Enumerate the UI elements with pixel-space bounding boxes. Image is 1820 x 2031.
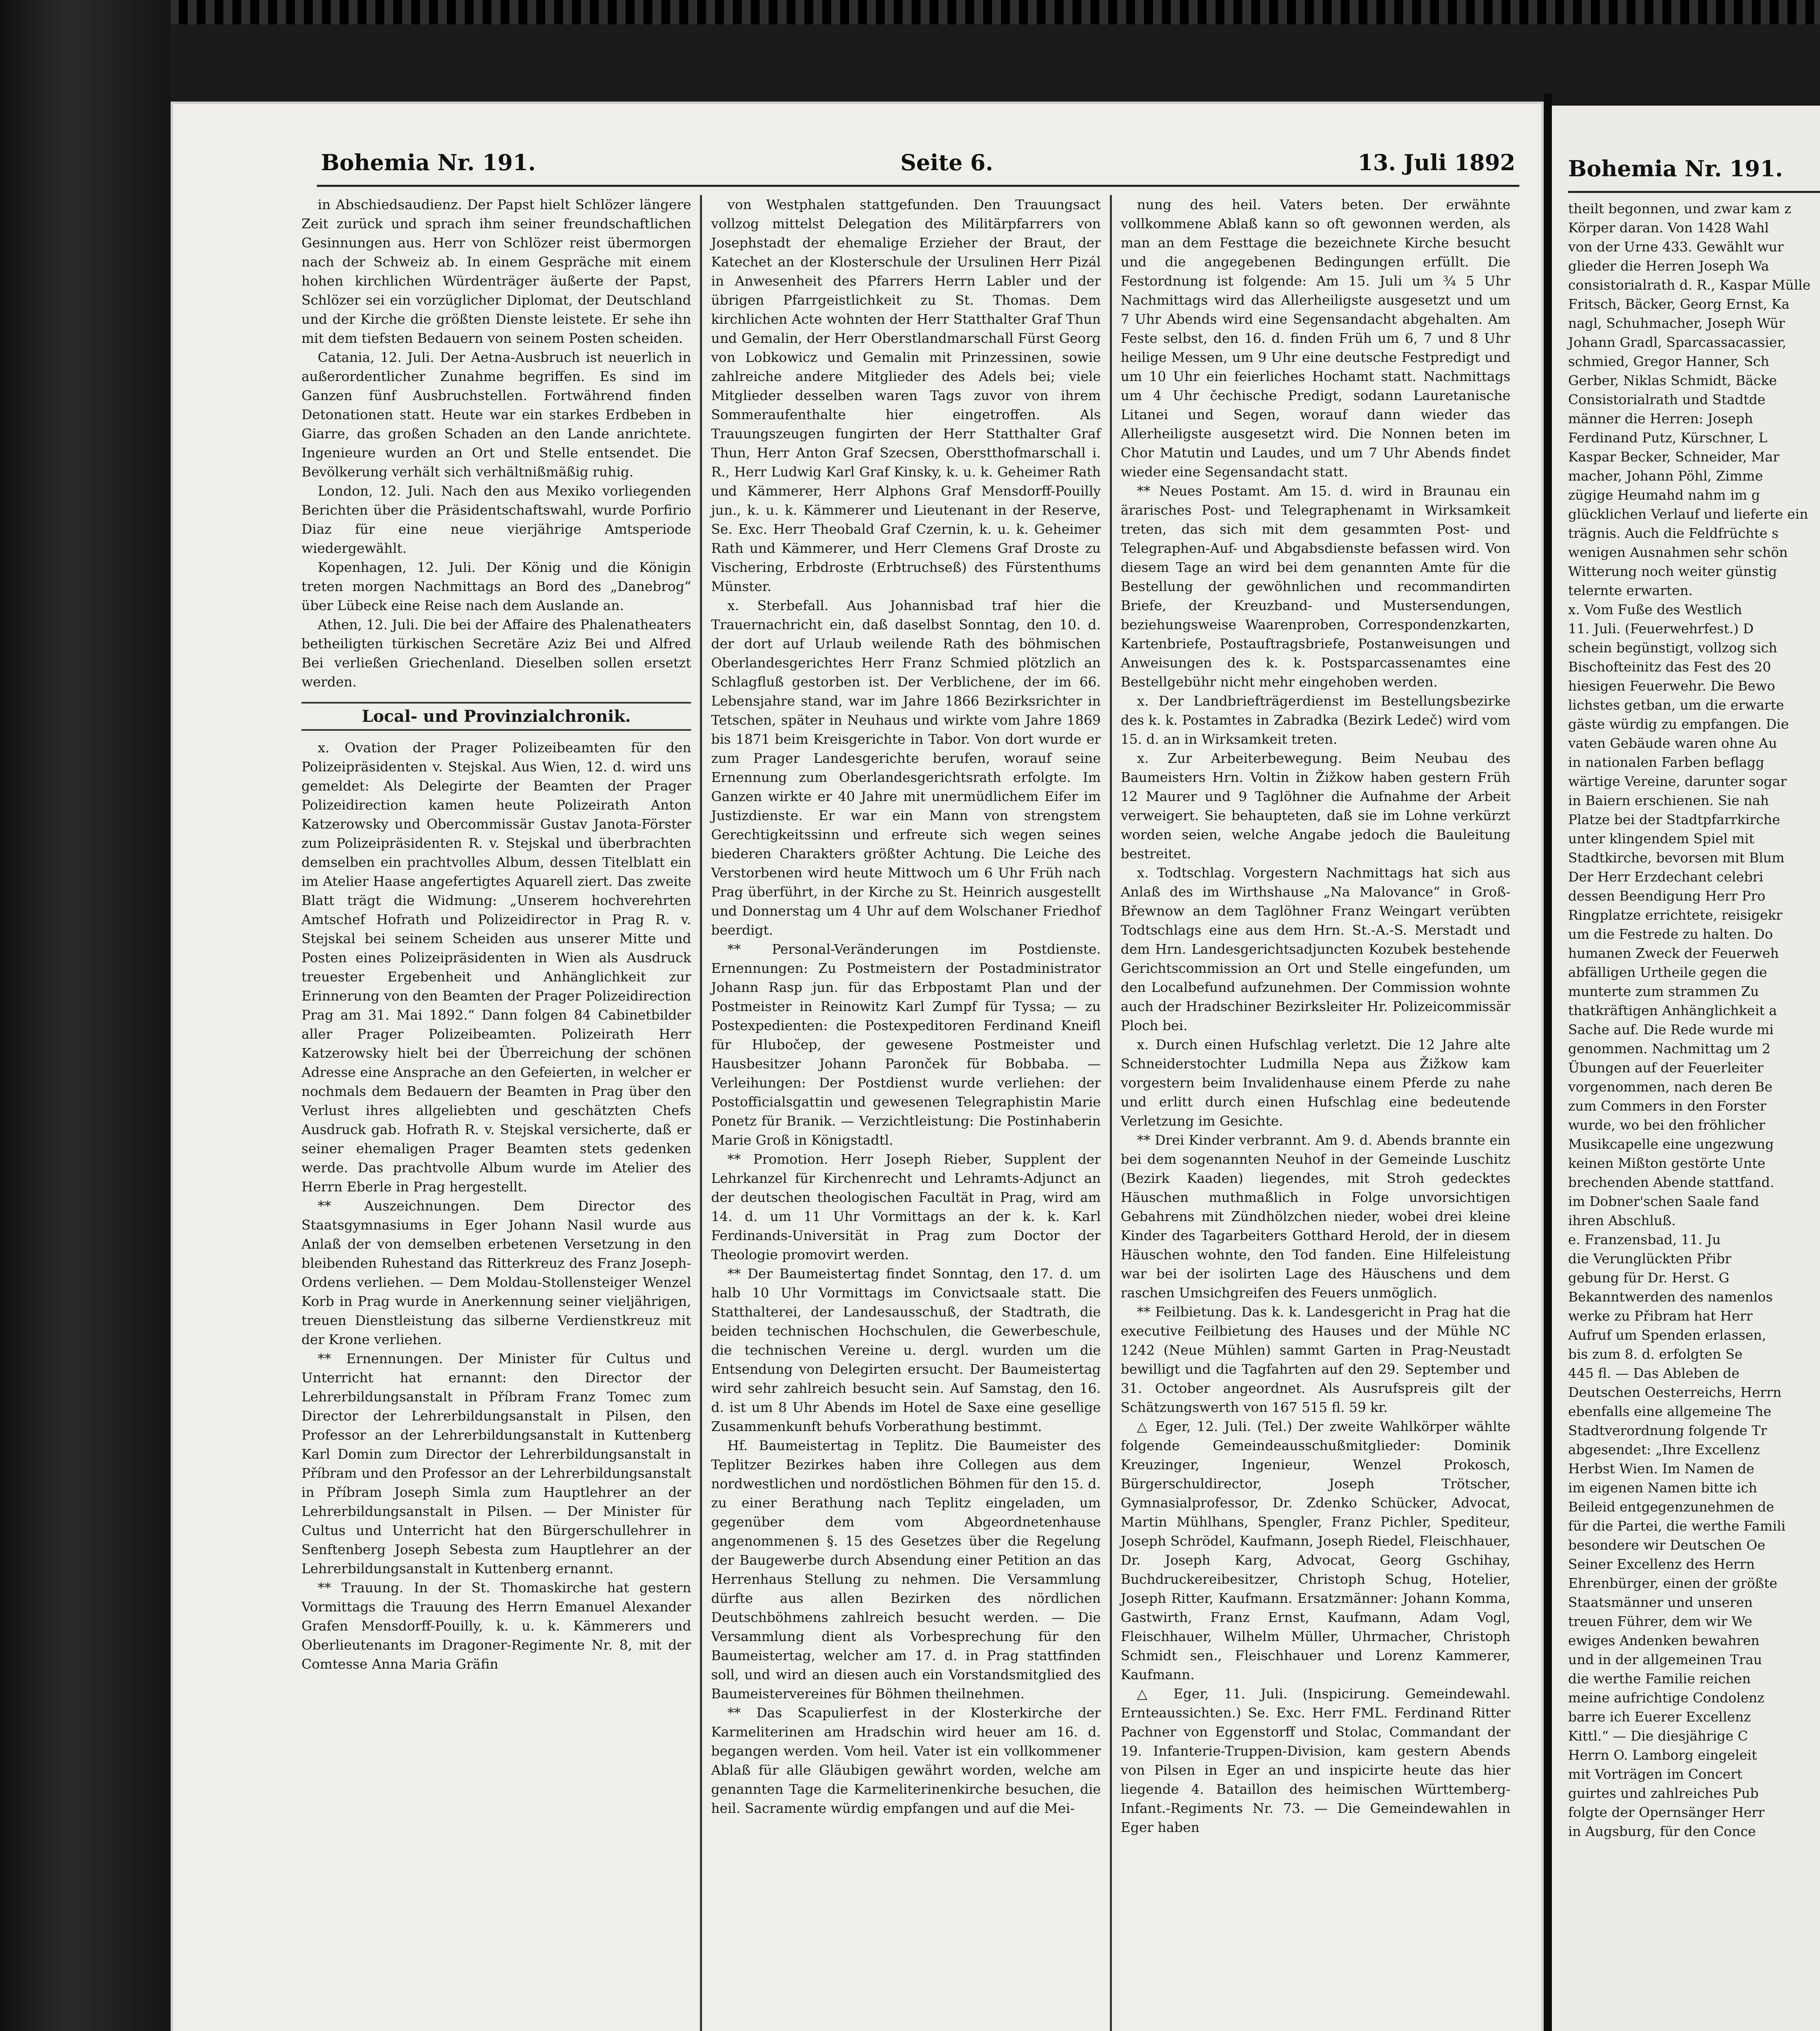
next-page-line: besondere wir Deutschen Oe [1568, 1537, 1766, 1553]
next-page-line: in nationalen Farben beflagg [1568, 754, 1764, 770]
article-paragraph: Athen, 12. Juli. Die bei der Affaire des Phalenatheaters betheiligten türkischen Secretäre Aziz Bei und Alfred Bei verließen Griechenland. Dieselben sollen ersetzt werden. [301, 617, 691, 690]
article-paragraph: ** Drei Kinder verbrannt. Am 9. d. Abends brannte ein bei dem sogenannten Neuhof in der Gemeinde Luschitz (Bezirk Kaaden) liegendes, mit Stroh gedecktes Häuschen muthmaßlich in Folge unvorsichtigen Gebahrens mit Zündhölzchen nieder, wobei drei kleine Kinder des Tagarbeiters Gotthard Herold, der in diesem Häuschen wohnte, den Tod fanden. Eine Hilfeleistung war bei der isolirten Lage des Häuschens und dem raschen Umsichgreifen des Feuers unmöglich. [1120, 1132, 1510, 1301]
next-page-line: im eigenen Namen bitte ich [1568, 1480, 1757, 1496]
next-page-line: unter klingendem Spiel mit [1568, 831, 1755, 847]
next-page-line: schmied, Gregor Hanner, Sch [1568, 353, 1770, 369]
next-page-line: keinen Mißton gestörte Unte [1568, 1155, 1766, 1171]
next-page-line: humanen Zweck der Feuerweh [1568, 945, 1779, 961]
article-paragraph: △ Eger, 11. Juli. (Inspicirung. Gemeindewahl. Ernteaussichten.) Se. Exc. Herr FML. Ferdinand Ritter Pachner von Eggenstorff und Stolac, Commandant der 19. Infanterie-Truppen-Division, kam gestern Abends von Pilsen in Eger an und inspicirte heute das hier liegende 4. Bataillon des heimischen Württemberg-Infant.-Regiments Nr. 73. — Die Gemeindewahlen in Eger haben [1120, 1686, 1510, 1835]
next-page-line: männer die Herren: Joseph [1568, 411, 1753, 427]
next-page-line: zügige Heumahd nahm im g [1568, 487, 1760, 503]
running-head [317, 140, 1519, 187]
next-page-line: glieder die Herren Joseph Wa [1568, 258, 1769, 274]
next-page-line: wurde, wo bei den fröhlicher [1568, 1117, 1765, 1133]
next-page-line: Herrn O. Lamborg eingeleit [1568, 1747, 1757, 1763]
article-paragraph: x. Todtschlag. Vorgestern Nachmittags hat sich aus Anlaß des im Wirthshause „Na Malovance“ in Groß-Břewnow an dem Taglöhner Franz Weingart verübten Todtschlags eine aus dem Hrn. St.-A.-S. Merstadt und dem Hrn. Landesgerichtsadjuncten Kozubek bestehende Gerichtscommission an Ort und Stelle eingefunden, um den Localbefund aufzunehmen. Der Commission wohnte auch der Hradschiner Bezirksleiter Hr. Polizeicommissär Ploch bei. [1120, 865, 1510, 1033]
next-page-line: 11. Juli. (Feuerwehrfest.) D [1568, 621, 1754, 637]
next-page-fragment [1552, 106, 1820, 2031]
next-page-line: Ferdinand Putz, Kürschner, L [1568, 430, 1768, 446]
next-page-line: für die Partei, die werthe Famili [1568, 1518, 1785, 1534]
next-page-line: vorgenommen, nach deren Be [1568, 1079, 1773, 1095]
next-page-line: Sache auf. Die Rede wurde mi [1568, 1022, 1774, 1037]
next-page-line: Deutschen Oesterreichs, Herrn [1568, 1384, 1782, 1400]
next-page-line: vaten Gebäude waren ohne Au [1568, 735, 1777, 751]
next-page-line: und in der allgemeinen Trau [1568, 1652, 1762, 1667]
next-page-line: zum Commers in den Forster [1568, 1098, 1766, 1114]
article-paragraph: Catania, 12. Juli. Der Aetna-Ausbruch ist neuerlich in außerordentlicher Zunahme begriffen. Es sind im Ganzen fünf Ausbruchstellen. Fortwährend finden Detonationen statt. Heute war ein starkes Erdbeben in Giarre, das großen Schaden an den Lande anrichtete. Ingenieure wurden an Ort und Stelle entsendet. Die Bevölkerung verhält sich verhältnißmäßig ruhig. [301, 349, 691, 480]
next-page-line: 445 fl. — Das Ableben de [1568, 1365, 1740, 1381]
article-paragraph: △ Eger, 12. Juli. (Tel.) Der zweite Wahlkörper wählte folgende Gemeindeausschußmitglieder: Dominik Kreuzinger, Ingenieur, Wenzel Prokosch, Bürgerschuldirector, Joseph Trötscher, Gymnasialprofessor, Dr. Zdenko Schücker, Advocat, Martin Mühlhans, Spengler, Franz Pichler, Spediteur, Joseph Schrödel, Kaufmann, Joseph Riedel, Fleischhauer, Dr. Joseph Karg, Advocat, Georg Gschihay, Buchdruckereibesitzer, Christoph Schug, Hotelier, Joseph Ritter, Kaufmann. Ersatzmänner: Johann Komma, Gastwirth, Franz Ernst, Kaufmann, Adam Vogl, Fleischhauer, Wilhelm Müller, Uhrmacher, Christoph Schmidt sen., Fleischhauer und Lorenz Kammerer, Kaufmann. [1120, 1418, 1510, 1682]
next-page-line: Witterung noch weiter günstig [1568, 563, 1777, 579]
next-page-line: werke zu Přibram hat Herr [1568, 1308, 1753, 1324]
page-number: Seite 6. [900, 149, 993, 175]
article-paragraph: in Abschiedsaudienz. Der Papst hielt Schlözer längere Zeit zurück und sprach ihm seiner freundschaftlichen Gesinnungen aus. Herr von Schlözer reist übermorgen nach der Schweiz ab. In einem Gespräche mit einem hohen kirchlichen Würdenträger äußerte der Papst, Schlözer sei ein vorzüglicher Diplomat, der Deutschland und der Kirche die größten Dienste leistete. Er sehe ihn mit dem tiefsten Bedauern von seinem Posten scheiden. [301, 197, 691, 346]
next-page-line: glücklichen Verlauf und lieferte ein [1568, 506, 1808, 522]
next-page-line: gäste würdig zu empfangen. Die [1568, 716, 1789, 732]
next-page-line: in Baiern erschienen. Sie nah [1568, 792, 1769, 808]
text-column-1 [292, 195, 702, 2031]
next-page-line: wärtige Vereine, darunter sogar [1568, 773, 1787, 789]
article-paragraph: x. Durch einen Hufschlag verletzt. Die 12 Jahre alte Schneiderstochter Ludmilla Nepa aus Žižkow kam vorgestern beim Invalidenhause einem Pferde zu nahe und erlitt durch einen Hufschlag eine bedeutende Verletzung im Gesichte. [1120, 1037, 1510, 1129]
next-page-line: ewiges Andenken bewahren [1568, 1633, 1760, 1648]
page-gutter [1544, 93, 1552, 2031]
article-paragraph: nung des heil. Vaters beten. Der erwähnte vollkommene Ablaß kann so oft gewonnen werden, als man an dem Festtage die bezeichnete Kirche besucht und die angegebenen Bedingungen erfüllt. Die Festordnung ist folgende: Am 15. Juli um ¾ 5 Uhr Nachmittags wird das Allerheiligste ausgesetzt und um 7 Uhr Abends wird eine Segensandacht abgehalten. Am Feste selbst, den 16. d. finden Früh um 6, 7 und 8 Uhr heilige Messen, um 9 Uhr eine deutsche Festpredigt und um 10 Uhr ein feierliches Hochamt statt. Nachmittags um 4 Uhr čechische Predigt, sodann Lauretanische Litanei und Segen, worauf dann wieder das Allerheiligste ausgesetzt wird. Die Nonnen beten im Chor Matutin und Laudes, und um 7 Uhr Abends findet wieder eine Segensandacht statt. [1120, 197, 1510, 480]
next-page-line: e. Franzensbad, 11. Ju [1568, 1232, 1721, 1247]
next-page-line: Platze bei der Stadtpfarrkirche [1568, 812, 1780, 827]
next-page-line: Staatsmänner und unseren [1568, 1594, 1753, 1610]
article-paragraph: von Westphalen stattgefunden. Den Trauungsact vollzog mittelst Delegation des Militärpfarrers von Josephstadt der ehemalige Erzieher der Braut, der Katechet an der Klosterschule der Ursulinen Herr Pizál in Anwesenheit des Pfarrers Herrn Labler und der übrigen Pfarrgeistlichkeit zu St. Thomas. Dem kirchlichen Acte wohnten der Herr Statthalter Graf Thun und Gemalin, der Herr Oberstlandmarschall Fürst Georg von Lobkowicz und Gemalin mit Prinzessinen, sowie zahlreiche andere Mitglieder des Adels bei; viele Mitglieder desselben waren Tags zuvor von ihrem Sommeraufenthalte hier eingetroffen. Als Trauungszeugen fungirten der Herr Statthalter Graf Thun, Herr Anton Graf Szecsen, Oberstthofmarschall i. R., Herr Ludwig Karl Graf Kinsky, k. u. k. Geheimer Rath und Kämmerer, Herr Alphons Graf Mensdorff-Pouilly jun., k. u. k. Kämmerer und Lieutenant in der Reserve, Se. Exc. Herr Theobald Graf Czernin, k. u. k. Geheimer Rath und Kämmerer, und Herr Clemens Graf Droste zu Vischering, Erbdroste (Erbtruchseß) des Fürstenthums Münster. [711, 197, 1101, 594]
next-page-line: trägnis. Auch die Feldfrüchte s [1568, 525, 1779, 541]
next-page-line: in Augsburg, für den Conce [1568, 1823, 1756, 1839]
next-page-line: abgesendet: „Ihre Excellenz [1568, 1442, 1760, 1457]
next-page-line: die werthe Familie reichen [1568, 1671, 1751, 1687]
next-page-line: Ehrenbürger, einen der größte [1568, 1575, 1777, 1591]
next-page-line: consistorialrath d. R., Kaspar Mülle [1568, 277, 1811, 293]
next-page-line: thatkräftigen Anhänglichkeit a [1568, 1003, 1777, 1018]
next-page-running-head [1568, 146, 1820, 193]
next-page-line: Aufruf um Spenden erlassen, [1568, 1327, 1766, 1343]
article-paragraph: x. Der Landbriefträgerdienst im Bestellungsbezirke des k. k. Postamtes in Zabradka (Bezirk Ledeč) wird vom 15. d. an in Wirksamkeit treten. [1120, 693, 1510, 747]
article-paragraph: ** Promotion. Herr Joseph Rieber, Supplent der Lehrkanzel für Kirchenrecht und Lehramts-Adjunct an der deutschen theologischen Facultät in Prag, wird am 14. d. um 11 Uhr Vormittags an der k. k. Karl Ferdinands-Universität in Prag zum Doctor der Theologie promovirt werden. [711, 1151, 1101, 1262]
next-page-line: Beileid entgegenzunehmen de [1568, 1499, 1774, 1515]
next-page-line: gebung für Dr. Herst. G [1568, 1270, 1729, 1286]
next-page-line: x. Vom Fuße des Westlich [1568, 602, 1742, 617]
article-paragraph: London, 12. Juli. Nach den aus Mexiko vorliegenden Berichten über die Präsidentschaftswahl, wurde Porfirio Diaz für eine neue vierjährige Amtsperiode wiedergewählt. [301, 483, 691, 556]
next-page-line: Der Herr Erzdechant celebri [1568, 869, 1764, 885]
next-page-line: Johann Gradl, Sparcassacassier, [1568, 334, 1787, 350]
section-heading: Local- und Provinzialchronik. [301, 702, 691, 731]
next-page-line: wenigen Ausnahmen sehr schön [1568, 544, 1788, 560]
article-paragraph: x. Sterbefall. Aus Johannisbad traf hier die Trauernachricht ein, daß daselbst Sonntag, den 10. d. der dort auf Urlaub weilende Rath des böhmischen Oberlandesgerichtes Herr Franz Schmied plötzlich an Schlagfluß gestorben ist. Der Verblichene, der im 66. Lebensjahre stand, war im Jahre 1866 Bezirksrichter in Tetschen, später in Neuhaus und wirkte vom Jahre 1869 bis 1871 beim Kreisgerichte in Tabor. Von dort wurde er zum Prager Landesgerichte berufen, worauf seine Ernennung zum Oberlandesgerichtsrath erfolgte. Im Ganzen wirkte er 40 Jahre mit unermüdlichem Eifer im Justizdienste. Er war ein Mann von strengstem Gerechtigkeitssinn und erfreute sich wegen seines biederen Charakters größter Achtung. Die Leiche des Verstorbenen wird heute Mittwoch um 6 Uhr Früh nach Prag überführt, in der Kirche zu St. Heinrich ausgestellt und Donnerstag um 4 Uhr auf dem Wolschaner Friedhof beerdigt. [711, 598, 1101, 938]
next-page-line: Herbst Wien. Im Namen de [1568, 1461, 1755, 1477]
next-page-line: telernte erwarten. [1568, 582, 1693, 598]
article-paragraph: x. Zur Arbeiterbewegung. Beim Neubau des Baumeisters Hrn. Voltin in Žižkow haben gestern Früh 12 Maurer und 9 Taglöhner die Aufnahme der Arbeit verweigert. Sie behaupteten, daß sie im Lohne verkürzt worden seien, welche Angabe jedoch die Bauleitung bestreitet. [1120, 750, 1510, 862]
next-page-line: Fritsch, Bäcker, Georg Ernst, Ka [1568, 296, 1790, 312]
article-paragraph: Kopenhagen, 12. Juli. Der König und die Königin treten morgen Nachmittags an Bord des „Danebrog“ über Lübeck eine Reise nach dem Auslande an. [301, 559, 691, 613]
article-columns [292, 195, 1519, 2031]
next-page-line: um die Festrede zu halten. Do [1568, 926, 1773, 942]
next-page-line: Stadtkirche, bevorsen mit Blum [1568, 850, 1785, 866]
issue-date: 13. Juli 1892 [1358, 149, 1515, 175]
next-page-line: Stadtverordnung folgende Tr [1568, 1423, 1767, 1438]
next-page-line: theilt begonnen, und zwar kam z [1568, 201, 1792, 217]
next-page-line: Bekanntwerden des namenlos [1568, 1289, 1773, 1305]
next-page-line: meine aufrichtige Condolenz [1568, 1690, 1764, 1706]
article-paragraph: ** Feilbietung. Das k. k. Landesgericht in Prag hat die executive Feilbietung des Hauses und der Mühle NC 1242 (Neue Mühlen) sammt Garten in Prag-Neustadt bewilligt und die Tagfahrten auf den 29. September und 31. October angeordnet. Als Ausrufspreis gilt der Schätzungswerth von 167 515 fl. 59 kr. [1120, 1304, 1510, 1415]
article-paragraph: ** Neues Postamt. Am 15. d. wird in Braunau ein ärarisches Post- und Telegraphenamt in Wirksamkeit treten, das sich mit dem gesammten Post- und Telegraphen-Auf- und Abgabsdienste befassen wird. Von diesem Tage an wird bei dem genannten Amte für die Bestellung der gewöhnlichen und recommandirten Briefe, der Kreuzband- und Mustersendungen, beziehungsweise Waarenproben, Correspondenzkarten, Kartenbriefe, Postauftragsbriefe, Postanweisungen und Anweisungen des k. k. Postsparcassenamtes eine Bestellgebühr nicht mehr eingehoben werden. [1120, 483, 1510, 690]
article-paragraph: ** Auszeichnungen. Dem Director des Staatsgymnasiums in Eger Johann Nasil wurde aus Anlaß der von demselben erbetenen Versetzung in den bleibenden Ruhestand das Ritterkreuz des Franz Joseph-Ordens verliehen. — Dem Moldau-Stollensteiger Wenzel Korb in Prag wurde in Anerkennung seiner vieljährigen, treuen Dienstleistung das silberne Verdienstkreuz mit der Krone verliehen. [301, 1198, 691, 1347]
next-page-line: Seiner Excellenz des Herrn [1568, 1556, 1755, 1572]
next-page-line: ihren Abschluß. [1568, 1213, 1676, 1228]
next-page-line: von der Urne 433. Gewählt wur [1568, 239, 1784, 255]
next-page-line: Consistorialrath und Stadtde [1568, 392, 1766, 407]
next-page-line: guirtes und zahlreiches Pub [1568, 1785, 1759, 1801]
article-paragraph: Hf. Baumeistertag in Teplitz. Die Baumeister des Teplitzer Bezirkes haben ihre Collegen aus dem nordwestlichen und nordöstlichen Böhmen für den 15. d. zu einer Berathung nach Teplitz eingeladen, um gegenüber dem vom Abgeordnetenhause angenommenen §. 15 des Gesetzes über die Regelung der Baugewerbe durch Absendung einer Petition an das Herrenhaus Stellung zu nehmen. Die Versammlung dürfte aus allen Bezirken des nördlichen Deutschböhmens zahlreich besucht werden. — Die Versammlung dient als Vorbesprechung für den Baumeistertag, welcher am 17. d. in Prag stattfinden soll, und wird an diesen auch ein Vorstandsmitglied des Baumeistervereines für Böhmen theilnehmen. [711, 1438, 1101, 1702]
next-page-line: nagl, Schuhmacher, Joseph Wür [1568, 315, 1785, 331]
next-page-line: Übungen auf der Feuerleiter [1568, 1060, 1764, 1076]
next-page-line: hiesigen Feuerwehr. Die Bewo [1568, 678, 1775, 694]
article-paragraph: ** Personal-Veränderungen im Postdienste. Ernennungen: Zu Postmeistern der Postadministrator Johann Rasp jun. für das Erbpostamt Plan und der Postmeister in Reinowitz Karl Zumpf für Tyssa; — zu Postexpedienten: die Postexpeditoren Ferdinand Kneifl für Hlubočep, der gewesene Postmeister und Hausbesitzer Johann Paronček für Bobbaba. — Verleihungen: Der Postdienst wurde verliehen: der Postofficialsgattin und gewesenen Telegraphistin Marie Ponetz für Branik. — Verzichtleistung: Die Postinhaberin Marie Groß in Königstadtl. [711, 941, 1101, 1148]
masthead-issue: Bohemia Nr. 191. [321, 149, 536, 175]
next-page-line: Ringplatze errichtete, reisigekr [1568, 907, 1783, 923]
article-paragraph: x. Ovation der Prager Polizeibeamten für den Polizeipräsidenten v. Stejskal. Aus Wien, 12. d. wird uns gemeldet: Als Delegirte der Beamten der Prager Polizeidirection kamen heute Polizeirath Anton Katzerowsky und Obercommissär Gustav Janota-Förster zum Polizeipräsidenten R. v. Stejskal und überbrachten demselben ein prachtvolles Album, dessen Titelblatt ein im Atelier Haase angefertigtes Aquarell ziert. Das zweite Blatt trägt die Widmung: „Unserem hochverehrten Amtschef Hofrath und Polizeidirector in Prag R. v. Stejskal bei seinem Scheiden aus unserer Mitte und Posten eines Polizeipräsidenten in Wien als Ausdruck treuester Ergebenheit und Anhänglichkeit zur Erinnerung von den Beamten der Prager Polizeidirection Prag am 31. Mai 1892.“ Dann folgen 84 Cabinetbilder aller Prager Polizeibeamten. Polizeirath Herr Katzerowsky hielt bei der Überreichung der schönen Adresse eine Ansprache an den Gefeierten, in welcher er nochmals dem Bedauern der Beamten in Prag über den Verlust ihres allgeliebten und geschätzten Chefs Ausdruck gab. Hofrath R. v. Stejskal versicherte, daß er seiner ehemaligen Prager Beamten stets gedenken werde. Das prachtvolle Album wurde im Atelier des Herrn Eberle in Prag hergestellt. [301, 740, 691, 1195]
book-binding-left [0, 0, 171, 2031]
newspaper-page [171, 102, 1544, 2031]
next-page-line: folgte der Opernsänger Herr [1568, 1804, 1765, 1820]
next-page-line: barre ich Euerer Excellenz [1568, 1709, 1751, 1725]
next-page-line: munterte zum strammen Zu [1568, 983, 1759, 999]
text-column-2 [702, 195, 1112, 2031]
next-page-line: die Verunglückten Přibr [1568, 1251, 1731, 1267]
next-page-line: im Dobner'schen Saale fand [1568, 1193, 1759, 1209]
next-page-line: Musikcapelle eine ungezwung [1568, 1136, 1774, 1152]
scan-border-top [0, 0, 1820, 24]
next-page-line: Körper daran. Von 1428 Wahl [1568, 220, 1769, 236]
next-page-column [1568, 199, 1820, 1841]
article-paragraph: ** Ernennungen. Der Minister für Cultus und Unterricht hat ernannt: den Director der Lehrerbildungsanstalt in Příbram Franz Tomec zum Director der Lehrerbildungsanstalt in Pilsen, den Professor an der Lehrerbildungsanstalt in Kuttenberg Karl Domin zum Director der Lehrerbildungsanstalt in Příbram und den Professor an der Lehrerbildungsanstalt in Příbram Joseph Simla zum Hauptlehrer an der Lehrerbildungsanstalt in Pilsen. — Der Minister für Cultus und Unterricht hat den Bürgerschullehrer in Senftenberg Joseph Sebesta zum Hauptlehrer an der Lehrerbildungsanstalt in Kuttenberg ernannt. [301, 1351, 691, 1576]
next-page-line: lichstes getban, um die erwarte [1568, 697, 1784, 713]
next-page-line: genommen. Nachmittag um 2 [1568, 1041, 1771, 1057]
next-page-line: bis zum 8. d. erfolgten Se [1568, 1346, 1743, 1362]
next-page-line: Kaspar Becker, Schneider, Mar [1568, 449, 1779, 465]
text-column-3 [1112, 195, 1519, 2031]
next-page-line: brechenden Abende stattfand. [1568, 1174, 1774, 1190]
next-page-line: Gerber, Niklas Schmidt, Bäcke [1568, 372, 1777, 388]
next-page-line: ebenfalls eine allgemeine The [1568, 1403, 1772, 1419]
next-page-line: treuen Führer, dem wir We [1568, 1613, 1753, 1629]
next-page-line: macher, Johann Pöhl, Zimme [1568, 468, 1763, 484]
next-page-line: abfälligen Urtheile gegen die [1568, 964, 1767, 980]
next-page-line: Bischofteinitz das Fest des 20 [1568, 659, 1771, 675]
article-paragraph: ** Das Scapulierfest in der Klosterkirche der Karmeliterinen am Hradschin wird heuer am 16. d. begangen werden. Vom heil. Vater ist ein vollkommener Ablaß für alle Gläubigen gewährt worden, welche am genannten Tage die Karmeliterinenkirche besuchen, die heil. Sacramente würdig empfangen und auf die Mei- [711, 1705, 1101, 1816]
next-page-line: Kittl.“ — Die diesjährige C [1568, 1728, 1748, 1744]
next-page-masthead: Bohemia Nr. 191. [1568, 156, 1783, 182]
next-page-line: mit Vorträgen im Concert [1568, 1766, 1742, 1782]
next-page-line: dessen Beendigung Herr Pro [1568, 888, 1766, 904]
next-page-line: schein begünstigt, vollzog sich [1568, 640, 1777, 656]
article-paragraph: ** Der Baumeistertag findet Sonntag, den 17. d. um halb 10 Uhr Vormittags im Convictsaale statt. Die Statthalterei, der Landesausschuß, der Stadtrath, die beiden technischen Hochschulen, die Gewerbeschule, die technischen Vereine u. dergl. wurden um die Entsendung von Delegirten ersucht. Der Baumeistertag wird sehr zahlreich besucht sein. Auf Samstag, den 16. d. ist um 8 Uhr Abends im Hotel de Saxe eine gesellige Zusammenkunft behufs Vorberathung bestimmt. [711, 1266, 1101, 1434]
article-paragraph: ** Trauung. In der St. Thomaskirche hat gestern Vormittags die Trauung des Herrn Emanuel Alexander Grafen Mensdorff-Pouilly, k. u. k. Kämmerers und Oberlieutenants im Dragoner-Regimente Nr. 8, mit der Comtesse Anna Maria Gräfin [301, 1580, 691, 1672]
